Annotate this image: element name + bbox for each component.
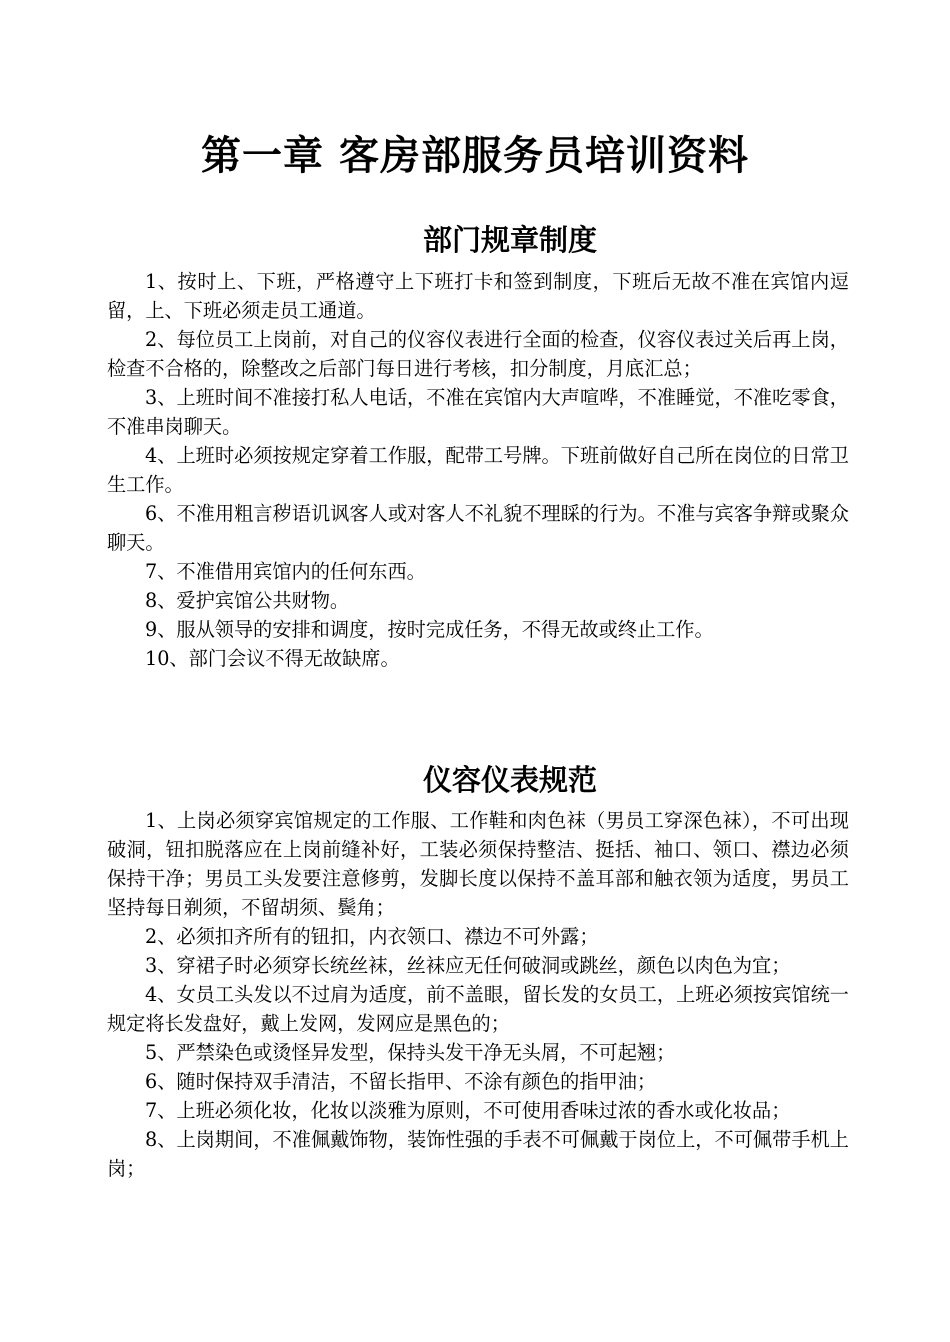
paragraph: 1、按时上、下班，严格遵守上下班打卡和签到制度，下班后无故不准在宾馆内逗留，上、下班必须走员工通道。 — [107, 270, 849, 322]
paragraph: 1、上岗必须穿宾馆规定的工作服、工作鞋和肉色袜（男员工穿深色袜），不可出现破洞，钮扣脱落应在上岗前缝补好，工装必须保持整洁、挺括、袖口、领口、襟边必须保持干净；男员工头发要注意修剪，发脚长度以保持不盖耳部和触衣领为适度，男员工坚持每日剃须，不留胡须、鬓角； — [107, 809, 849, 919]
paragraph: 5、严禁染色或烫怪异发型，保持头发干净无头屑，不可起翘； — [145, 1041, 676, 1064]
paragraph: 4、女员工头发以不过肩为适度，前不盖眼，留长发的女员工，上班必须按宾馆统一规定将长发盘好，戴上发网，发网应是黑色的； — [107, 983, 849, 1035]
paragraph: 3、穿裙子时必须穿长统丝袜，丝袜应无任何破洞或跳丝，颜色以肉色为宜； — [145, 954, 791, 977]
paragraph: 2、必须扣齐所有的钮扣，内衣领口、襟边不可外露； — [145, 925, 599, 948]
chapter-title: 第一章 客房部服务员培训资料 — [201, 132, 749, 179]
section-body-department-rules — [107, 267, 849, 673]
paragraph: 10、部门会议不得无故缺席。 — [145, 647, 400, 670]
section-title-department-rules: 部门规章制度 — [422, 223, 597, 257]
paragraph: 6、随时保持双手清洁，不留长指甲、不涂有颜色的指甲油； — [145, 1070, 657, 1093]
paragraph: 6、不准用粗言秽语讥讽客人或对客人不礼貌不理睬的行为。不准与宾客争辩或聚众聊天。 — [107, 502, 849, 554]
paragraph: 2、每位员工上岗前，对自己的仪容仪表进行全面的检查，仪容仪表过关后再上岗，检查不合格的，除整改之后部门每日进行考核，扣分制度，月底汇总； — [107, 328, 849, 380]
paragraph: 8、上岗期间，不准佩戴饰物，装饰性强的手表不可佩戴于岗位上，不可佩带手机上岗； — [107, 1128, 849, 1180]
paragraph: 3、上班时间不准接打私人电话，不准在宾馆内大声喧哗，不准睡觉，不准吃零食，不准串岗聊天。 — [107, 386, 849, 438]
section-body-appearance-standards — [107, 806, 849, 1183]
section-title-appearance-standards: 仪容仪表规范 — [422, 763, 597, 797]
paragraph: 9、服从领导的安排和调度，按时完成任务，不得无故或终止工作。 — [145, 618, 714, 641]
paragraph: 7、不准借用宾馆内的任何东西。 — [145, 560, 426, 583]
paragraph: 7、上班必须化妆，化妆以淡雅为原则，不可使用香味过浓的香水或化妆品； — [145, 1099, 791, 1122]
paragraph: 8、爱护宾馆公共财物。 — [145, 589, 350, 612]
paragraph: 4、上班时必须按规定穿着工作服，配带工号牌。下班前做好自己所在岗位的日常卫生工作。 — [107, 444, 849, 496]
